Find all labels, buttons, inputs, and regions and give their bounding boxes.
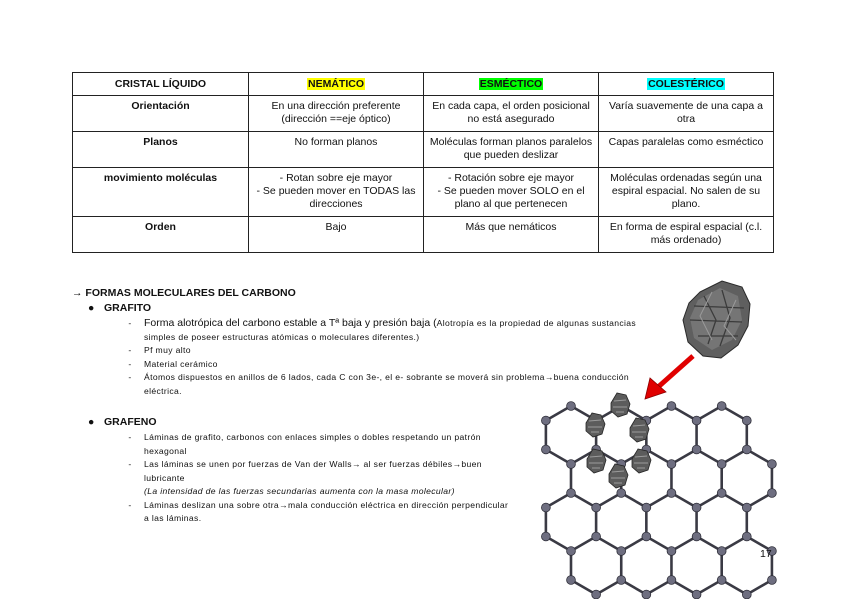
table-cell: No forman planos bbox=[249, 132, 424, 168]
list-item: - Pf muy alto bbox=[128, 345, 191, 355]
carbon-atom bbox=[617, 547, 626, 556]
header-nematico-label: NEMÁTICO bbox=[308, 78, 364, 90]
carbon-atom bbox=[567, 576, 576, 585]
table-cell: En una dirección preferente (dirección ==eje óptico) bbox=[249, 96, 424, 132]
bullet-icon: ● bbox=[88, 416, 95, 428]
carbon-atom bbox=[717, 576, 726, 585]
carbon-atom bbox=[567, 402, 576, 411]
row-label-orientacion: Orientación bbox=[73, 96, 249, 132]
grafeno-list bbox=[124, 431, 514, 526]
carbon-atom bbox=[667, 460, 676, 469]
table-cell: Capas paralelas como esméctico bbox=[599, 132, 774, 168]
carbon-atom bbox=[541, 532, 550, 541]
row-label-movimiento: movimiento moléculas bbox=[73, 168, 249, 217]
red-arrow bbox=[645, 356, 693, 399]
table-cell: - Rotación sobre eje mayor - Se pueden mover SOLO en el plano al que pertenecen bbox=[424, 168, 599, 217]
table-cell: Moléculas ordenadas según una espiral espacial. No salen de su plano. bbox=[599, 168, 774, 217]
list-item-note: (La intensidad de las fuerzas secundarias aumenta con la masa molecular) bbox=[144, 486, 455, 496]
carbon-atom bbox=[667, 402, 676, 411]
list-item: - Láminas deslizan una sobre otra→mala conducción eléctrica en dirección perpendicular a las láminas. bbox=[128, 499, 509, 523]
carbon-atom bbox=[717, 489, 726, 498]
carbon-atom bbox=[692, 590, 701, 599]
table-cell: Varía suavemente de una capa a otra bbox=[599, 96, 774, 132]
carbon-atom bbox=[667, 489, 676, 498]
carbon-atom bbox=[692, 416, 701, 425]
header-cristal-liquido: CRISTAL LÍQUIDO bbox=[73, 73, 249, 96]
list-item: - Material cerámico bbox=[128, 358, 218, 369]
carbon-atom bbox=[567, 460, 576, 469]
carbon-atom bbox=[768, 460, 777, 469]
carbon-atom bbox=[768, 489, 777, 498]
carbon-atom bbox=[541, 416, 550, 425]
carbon-atom bbox=[592, 590, 601, 599]
carbon-atom bbox=[592, 532, 601, 541]
row-label-orden: Orden bbox=[73, 217, 249, 253]
carbon-atom bbox=[642, 503, 651, 512]
list-item: - Las láminas se unen por fuerzas de Van der Walls→ al ser fuerzas débiles→buen lubricante bbox=[128, 459, 482, 483]
list-item: - Forma alotrópica del carbono estable a Tª baja y presión baja (Alotropía es la propiedad de algunas sustancias simples de poseer estructuras atómicas o moleculares diferentes.) bbox=[128, 317, 637, 342]
carbon-atom bbox=[692, 503, 701, 512]
carbon-atom bbox=[692, 445, 701, 454]
page-number: 17 bbox=[760, 548, 772, 560]
carbon-atom bbox=[642, 532, 651, 541]
carbon-atom bbox=[592, 503, 601, 512]
carbon-atom bbox=[742, 532, 751, 541]
carbon-atom bbox=[692, 532, 701, 541]
carbon-atom bbox=[667, 576, 676, 585]
list-item: - Láminas de grafito, carbonos con enlaces simples o dobles respetando un patrón hexagonal bbox=[128, 432, 481, 456]
grafito-list bbox=[124, 317, 644, 398]
carbon-atom bbox=[541, 445, 550, 454]
table-cell: Bajo bbox=[249, 217, 424, 253]
subheading-grafeno: ● GRAFENO bbox=[88, 416, 157, 428]
bullet-icon: ● bbox=[88, 302, 95, 314]
carbon-atom bbox=[617, 489, 626, 498]
carbon-atom bbox=[742, 503, 751, 512]
table-cell: Moléculas forman planos paralelos que pueden deslizar bbox=[424, 132, 599, 168]
graphene-lattice bbox=[541, 402, 776, 599]
section-title: → FORMAS MOLECULARES DEL CARBONO bbox=[72, 287, 296, 299]
table-cell: En cada capa, el orden posicional no está asegurado bbox=[424, 96, 599, 132]
subheading-grafito: ● GRAFITO bbox=[88, 302, 152, 314]
carbon-atom bbox=[742, 445, 751, 454]
carbon-atom bbox=[617, 576, 626, 585]
carbon-atom bbox=[541, 503, 550, 512]
graphite-rock bbox=[683, 281, 750, 358]
header-esmectico-label: ESMÉCTICO bbox=[479, 78, 543, 90]
carbon-atom bbox=[667, 547, 676, 556]
carbon-atom bbox=[768, 576, 777, 585]
carbon-atom bbox=[742, 416, 751, 425]
carbon-atom bbox=[567, 547, 576, 556]
carbon-atom bbox=[742, 590, 751, 599]
row-label-planos: Planos bbox=[73, 132, 249, 168]
table-cell: Más que nemáticos bbox=[424, 217, 599, 253]
carbon-atom bbox=[717, 547, 726, 556]
carbon-atom bbox=[717, 460, 726, 469]
graphite-flake bbox=[609, 464, 628, 488]
list-item: - Átomos dispuestos en anillos de 6 lados, cada C con 3e-, el e- sobrante se moverá sin problema→buena conducción eléctrica. bbox=[128, 372, 630, 396]
carbon-atom bbox=[642, 590, 651, 599]
table-cell: - Rotan sobre eje mayor - Se pueden mover en TODAS las direcciones bbox=[249, 168, 424, 217]
carbon-atom bbox=[567, 489, 576, 498]
carbon-atom bbox=[717, 402, 726, 411]
table-cell: En forma de espiral espacial (c.l. más ordenado) bbox=[599, 217, 774, 253]
header-colesterico-label: COLESTÉRICO bbox=[648, 78, 724, 90]
